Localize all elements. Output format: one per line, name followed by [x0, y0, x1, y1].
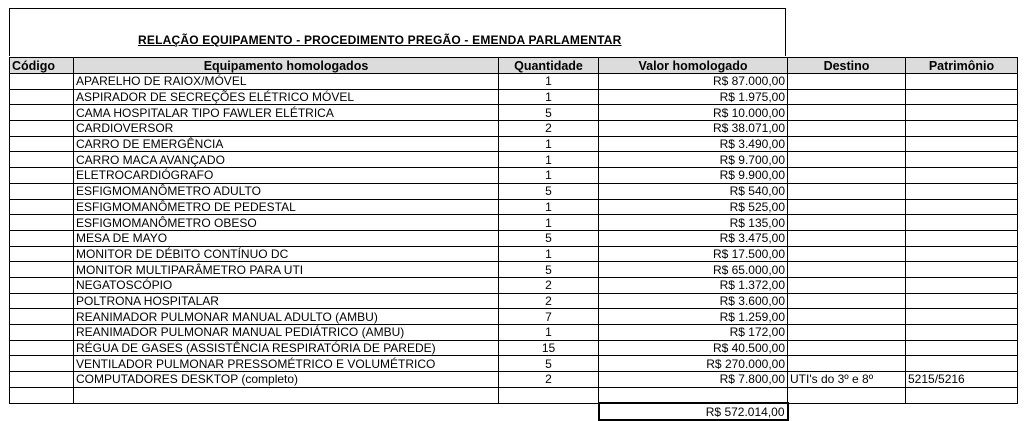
cell-valor[interactable]: R$ 40.500,00: [599, 340, 788, 356]
cell-quantidade[interactable]: 1: [499, 152, 599, 168]
cell-codigo[interactable]: [10, 293, 74, 309]
cell-equipamento[interactable]: CARRO DE EMERGÊNCIA: [74, 136, 499, 152]
table-row: [10, 136, 1018, 152]
cell-equipamento[interactable]: ESFIGMOMANÔMETRO ADULTO: [74, 183, 499, 199]
cell-codigo[interactable]: [10, 168, 74, 184]
cell-codigo[interactable]: [10, 340, 74, 356]
header-codigo[interactable]: Código: [10, 58, 74, 74]
cell-quantidade[interactable]: 1: [499, 74, 599, 90]
table-row: [10, 74, 1018, 90]
table-row: [10, 262, 1018, 278]
cell-quantidade[interactable]: 1: [499, 215, 599, 231]
cell-destino[interactable]: [788, 277, 906, 293]
cell-codigo[interactable]: [10, 277, 74, 293]
cell-destino[interactable]: [788, 246, 906, 262]
cell-valor[interactable]: R$ 525,00: [599, 199, 788, 215]
cell-destino[interactable]: UTI's do 3º e 8º: [788, 372, 906, 388]
cell-destino[interactable]: [788, 168, 906, 184]
cell-equipamento[interactable]: RÉGUA DE GASES (ASSISTÊNCIA RESPIRATÓRIA DE PAREDE): [74, 340, 499, 356]
cell-valor[interactable]: R$ 1.372,00: [599, 277, 788, 293]
cell-destino[interactable]: [788, 105, 906, 121]
cell-quantidade[interactable]: 5: [499, 262, 599, 278]
equipment-table: [9, 57, 1018, 421]
cell-quantidade[interactable]: 7: [499, 309, 599, 325]
cell-patrimonio[interactable]: [906, 168, 1018, 184]
cell-destino[interactable]: [788, 387, 906, 403]
cell-quantidade[interactable]: 1: [499, 89, 599, 105]
cell-equipamento[interactable]: MONITOR MULTIPARÂMETRO PARA UTI: [74, 262, 499, 278]
cell-patrimonio[interactable]: [906, 230, 1018, 246]
cell-valor[interactable]: R$ 1.259,00: [599, 309, 788, 325]
table-row: [10, 105, 1018, 121]
table-row: [10, 340, 1018, 356]
cell-destino[interactable]: [788, 199, 906, 215]
cell-valor[interactable]: R$ 3.490,00: [599, 136, 788, 152]
cell-codigo[interactable]: [10, 372, 74, 388]
cell-equipamento[interactable]: ASPIRADOR DE SECREÇÕES ELÉTRICO MÓVEL: [74, 89, 499, 105]
table-row: [10, 215, 1018, 231]
cell-valor[interactable]: R$ 540,00: [599, 183, 788, 199]
cell-valor[interactable]: R$ 9.700,00: [599, 152, 788, 168]
cell-destino[interactable]: [788, 183, 906, 199]
table-row: [10, 121, 1018, 137]
cell-quantidade[interactable]: 5: [499, 105, 599, 121]
cell-destino[interactable]: [788, 74, 906, 90]
cell-equipamento[interactable]: MESA DE MAYO: [74, 230, 499, 246]
cell-quantidade[interactable]: 1: [499, 136, 599, 152]
cell-codigo[interactable]: [10, 199, 74, 215]
cell-patrimonio[interactable]: [906, 74, 1018, 90]
cell-codigo[interactable]: [10, 74, 74, 90]
cell-patrimonio[interactable]: [906, 356, 1018, 372]
cell-destino[interactable]: [788, 262, 906, 278]
table-row: [10, 246, 1018, 262]
cell-patrimonio[interactable]: [906, 121, 1018, 137]
cell-codigo[interactable]: [10, 262, 74, 278]
cell-equipamento[interactable]: POLTRONA HOSPITALAR: [74, 293, 499, 309]
cell-destino[interactable]: [788, 121, 906, 137]
cell-valor[interactable]: R$ 3.475,00: [599, 230, 788, 246]
table-row: [10, 372, 1018, 388]
cell-codigo[interactable]: [10, 215, 74, 231]
header-equipamento[interactable]: Equipamento homologados: [74, 58, 499, 74]
cell-equipamento[interactable]: COMPUTADORES DESKTOP (completo): [74, 372, 499, 388]
table-row: [10, 168, 1018, 184]
cell-destino[interactable]: [788, 356, 906, 372]
cell-destino[interactable]: [788, 215, 906, 231]
cell-equipamento[interactable]: APARELHO DE RAIOX/MÓVEL: [74, 74, 499, 90]
cell-patrimonio[interactable]: [906, 293, 1018, 309]
cell-equipamento[interactable]: ESFIGMOMANÔMETRO DE PEDESTAL: [74, 199, 499, 215]
table-row: [10, 356, 1018, 372]
cell-quantidade[interactable]: 1: [499, 199, 599, 215]
cell-valor[interactable]: R$ 1.975,00: [599, 89, 788, 105]
cell-equipamento[interactable]: NEGATOSCÓPIO: [74, 277, 499, 293]
cell-patrimonio[interactable]: [906, 105, 1018, 121]
cell-valor[interactable]: R$ 135,00: [599, 215, 788, 231]
cell-codigo[interactable]: [10, 89, 74, 105]
cell-valor[interactable]: R$ 38.071,00: [599, 121, 788, 137]
table-row: [10, 325, 1018, 341]
cell-quantidade[interactable]: 15: [499, 340, 599, 356]
cell-codigo[interactable]: [10, 136, 74, 152]
cell-valor[interactable]: R$ 10.000,00: [599, 105, 788, 121]
cell-valor[interactable]: R$ 65.000,00: [599, 262, 788, 278]
cell-equipamento[interactable]: CAMA HOSPITALAR TIPO FAWLER ELÉTRICA: [74, 105, 499, 121]
table-header-row: [10, 58, 1018, 74]
cell-patrimonio[interactable]: [906, 199, 1018, 215]
cell-codigo[interactable]: [10, 246, 74, 262]
cell-valor[interactable]: R$ 17.500,00: [599, 246, 788, 262]
cell-quantidade[interactable]: 1: [499, 246, 599, 262]
cell-patrimonio[interactable]: [906, 215, 1018, 231]
cell-destino[interactable]: [788, 340, 906, 356]
cell-destino[interactable]: [788, 325, 906, 341]
cell-valor[interactable]: R$ 9.900,00: [599, 168, 788, 184]
cell-destino[interactable]: [788, 309, 906, 325]
cell-quantidade[interactable]: 1: [499, 168, 599, 184]
cell-equipamento[interactable]: ELETROCARDIÓGRAFO: [74, 168, 499, 184]
cell-equipamento[interactable]: CARRO MACA AVANÇADO: [74, 152, 499, 168]
table-row: [10, 387, 1018, 403]
cell-quantidade[interactable]: 2: [499, 293, 599, 309]
cell-patrimonio[interactable]: [906, 309, 1018, 325]
cell-patrimonio[interactable]: [906, 262, 1018, 278]
table-row: [10, 309, 1018, 325]
cell-valor[interactable]: [599, 387, 788, 403]
cell-destino[interactable]: [788, 152, 906, 168]
cell-quantidade[interactable]: 1: [499, 325, 599, 341]
header-destino[interactable]: Destino: [788, 58, 906, 74]
cell-equipamento[interactable]: VENTILADOR PULMONAR PRESSOMÉTRICO E VOLUMÉTRICO: [74, 356, 499, 372]
table-row: [10, 199, 1018, 215]
cell-codigo[interactable]: [10, 387, 74, 403]
cell-quantidade[interactable]: 5: [499, 183, 599, 199]
cell-quantidade[interactable]: 2: [499, 121, 599, 137]
cell-quantidade[interactable]: 2: [499, 372, 599, 388]
cell-patrimonio[interactable]: [906, 277, 1018, 293]
cell-destino[interactable]: [788, 89, 906, 105]
cell-quantidade[interactable]: 2: [499, 277, 599, 293]
cell-codigo[interactable]: [10, 309, 74, 325]
cell-valor[interactable]: R$ 3.600,00: [599, 293, 788, 309]
cell-patrimonio[interactable]: [906, 340, 1018, 356]
table-row: [10, 152, 1018, 168]
total-row: [10, 403, 1018, 420]
header-patrimonio[interactable]: Patrimônio: [906, 58, 1018, 74]
cell-codigo[interactable]: [10, 356, 74, 372]
cell-equipamento[interactable]: REANIMADOR PULMONAR MANUAL ADULTO (AMBU): [74, 309, 499, 325]
cell-valor[interactable]: R$ 172,00: [599, 325, 788, 341]
cell-quantidade[interactable]: 5: [499, 356, 599, 372]
cell-equipamento[interactable]: CARDIOVERSOR: [74, 121, 499, 137]
table-row: [10, 293, 1018, 309]
cell-patrimonio[interactable]: [906, 246, 1018, 262]
cell-patrimonio[interactable]: [906, 387, 1018, 403]
cell-destino[interactable]: [788, 230, 906, 246]
total-value[interactable]: R$ 572.014,00: [599, 403, 788, 420]
cell-equipamento[interactable]: [74, 387, 499, 403]
cell-equipamento[interactable]: REANIMADOR PULMONAR MANUAL PEDIÁTRICO (AMBU): [74, 325, 499, 341]
cell-patrimonio[interactable]: [906, 183, 1018, 199]
table-row: [10, 277, 1018, 293]
header-valor[interactable]: Valor homologado: [599, 58, 788, 74]
cell-patrimonio[interactable]: [906, 89, 1018, 105]
header-quantidade[interactable]: Quantidade: [499, 58, 599, 74]
sheet-title: RELAÇÃO EQUIPAMENTO - PROCEDIMENTO PREGÃO - EMENDA PARLAMENTAR: [138, 33, 622, 47]
cell-equipamento[interactable]: ESFIGMOMANÔMETRO OBESO: [74, 215, 499, 231]
cell-valor[interactable]: R$ 7.800,00: [599, 372, 788, 388]
cell-valor[interactable]: R$ 87.000,00: [599, 74, 788, 90]
cell-patrimonio[interactable]: [906, 152, 1018, 168]
table-row: [10, 230, 1018, 246]
cell-patrimonio[interactable]: [906, 136, 1018, 152]
cell-codigo[interactable]: [10, 105, 74, 121]
cell-codigo[interactable]: [10, 325, 74, 341]
cell-equipamento[interactable]: MONITOR DE DÉBITO CONTÍNUO DC: [74, 246, 499, 262]
cell-quantidade[interactable]: 5: [499, 230, 599, 246]
table-row: [10, 89, 1018, 105]
cell-patrimonio[interactable]: 5215/5216: [906, 372, 1018, 388]
cell-valor[interactable]: R$ 270.000,00: [599, 356, 788, 372]
cell-patrimonio[interactable]: [906, 325, 1018, 341]
cell-quantidade[interactable]: [499, 387, 599, 403]
title-box: [9, 8, 786, 56]
cell-destino[interactable]: [788, 136, 906, 152]
cell-codigo[interactable]: [10, 183, 74, 199]
cell-codigo[interactable]: [10, 121, 74, 137]
cell-destino[interactable]: [788, 293, 906, 309]
table-row: [10, 183, 1018, 199]
cell-codigo[interactable]: [10, 152, 74, 168]
cell-codigo[interactable]: [10, 230, 74, 246]
